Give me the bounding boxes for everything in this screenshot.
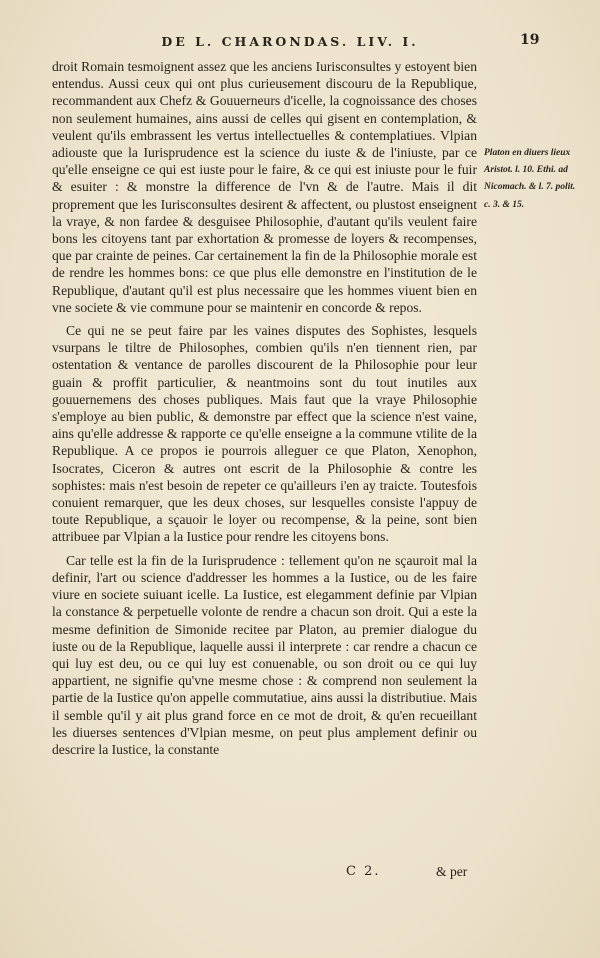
page-number: 19 (520, 32, 540, 48)
signature-mark: C 2. (346, 864, 381, 879)
paragraph-2: Ce qui ne se peut faire par les vaines disputes des Sophistes, lesquels vsurpans le tiltre de Philosophes, combien qu'ils n'en tiennent rien, par ostentation & ventance de parolles discourent de la Philosophie pour leur guain & proffit particulier, & neantmoins sont du tout inutiles aux gouuernemens des choses publiques. Mais faut que la vraye Philosophie s'employe au bien public, & demonstre par effect que la science n'est vaine, ains qu'elle addresse & rapporte ce qu'elle enseigne a la commune vtilite de la Republique. A ce propos ie pourrois alleguer ce que Platon, Xenophon, Isocrates, Ciceron & autres ont escrit de la Philosophie & contre les sophistes: mais n'est besoin de repeter ce qu'ailleurs i'en ay traicte. Toutesfois conuient remarquer, que les deux choses, sur lesquelles consiste l'appuy de toute Republique, a sçauoir le loyer ou recompense, & la peine, sont bien attribuee par Vlpian a la Iustice pour rendre les citoyens bons. (52, 323, 477, 545)
marginal-note: Platon en diuers lieux Aristot. l. 10. Ethi. ad Nicomach. & l. 7. polit. c. 3. & 15. (484, 148, 576, 210)
catchword: & per (436, 864, 468, 879)
running-title: DE L. CHARONDAS. LIV. I. (161, 34, 419, 49)
paragraph-3: Car telle est la fin de la Iurisprudence : tellement qu'on ne sçauroit mal la definir, l'art ou science d'addresser les hommes a la Iustice, ou de les faire viure en societe suiuant icelle. La Iustice, est elegamment definie par Vlpian la constance & perpetuelle volonte de rendre a chacun son droit. Qui a este la mesme definition de Simonide recitee par Platon, au premier dialogue du iuste ou de la Republique, laquelle aussi il interprete : car rendre a chacun ce qui luy est deu, ou ce qui luy est conuenable, ou son droit ou ce qui luy appartient, ne signifie qu'vne mesme chose : & comprend non seulement la partie de la Iustice qu'on appelle commutatiue, ains aussi la distributiue. Mais il semble qu'il y ait plus grand force en ce mot de droit, & qu'en recueillant les diuerses sentences d'Vlpian mesme, on peut plus amplement definir ou descrire la Iustice, la constante (52, 552, 477, 757)
paragraph-1: droit Romain tesmoignent assez que les anciens Iurisconsultes y estoyent bien entendus. Aussi ceux qui ont plus curieusement discouru de la Republique, recommandent aux Chefz & Gouuerneurs d'icelle, la cognoissance des choses non seulement humaines, ains aussi de celles qui gisent en contemplation, & veulent qu'ils embrassent les vertus intellectuelles & contemplatiues. Vlpian adiouste que la Iurisprudence est la science du iuste & de l'iniuste, par ce qu'elle enseigne ce qui est iuste pour le faire, & ce qui est iniuste pour le fuir & esuiter : & monstre la difference de l'vn & de l'autre. Mais il dit proprement que les Iurisconsultes desirent & affectent, ou plustost enseignent la vraye, & non fardee & desguisee Philosophie, d'autant qu'ils veulent faire bons les citoyens tant par exhortation & promesse de loyers & recompenses, que par crainte de peines. Car certainement la fin de la Philosophie morale est de rendre les hommes bons: ce que plus elle demonstre en l'institution de le Republique, d'autant qu'il est plus necessaire que les hommes viuent bien en vne societe & vie commune pour se maintenir en concorde & repos. (52, 59, 477, 315)
main-text (52, 58, 477, 764)
